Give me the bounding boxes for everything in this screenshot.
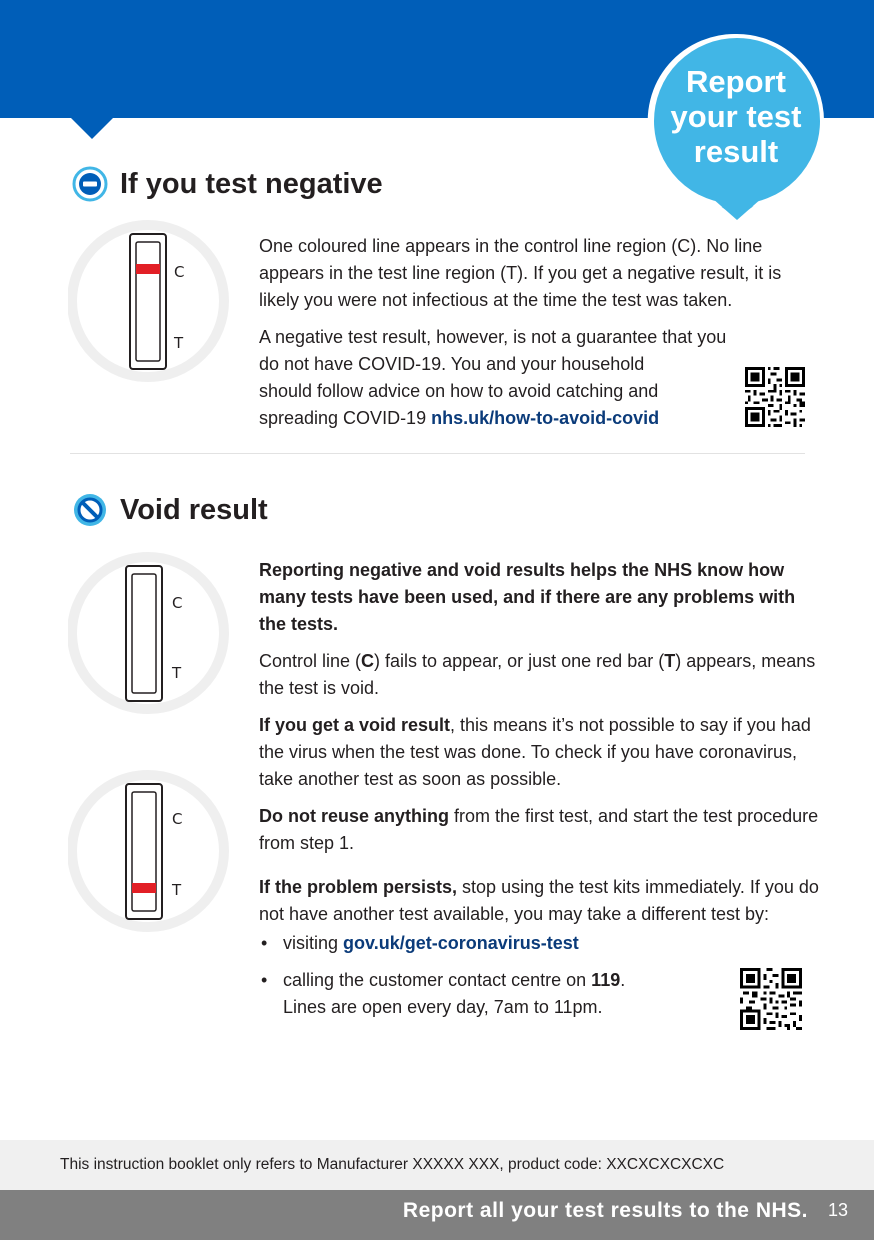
label-t: T (174, 334, 184, 352)
how-to-avoid-covid-link[interactable]: nhs.uk/how-to-avoid-covid (431, 408, 660, 428)
section-divider (70, 453, 805, 454)
void-body (259, 557, 819, 1031)
void-heading (72, 492, 268, 528)
negative-heading (72, 166, 383, 202)
negative-test-device (68, 218, 238, 388)
negative-body (259, 233, 819, 432)
void-title: Void result (120, 493, 268, 526)
page-number: 13 (827, 1200, 848, 1220)
minus-circle-icon (72, 166, 108, 202)
qr-code-void[interactable] (740, 968, 802, 1030)
badge-line-1: Report (686, 64, 786, 99)
void-options-list (259, 930, 819, 1021)
label-c: C (174, 263, 185, 281)
prohibited-icon (72, 492, 108, 528)
void-persist-para: If the problem persists, stop using the test kits immediately. If you do not have another test available, you may take a different test by: (259, 877, 819, 924)
label-c: C (172, 810, 183, 828)
control-line (136, 264, 160, 274)
label-t: T (172, 664, 182, 682)
void-intro: Reporting negative and void results helps the NHS know how many tests have been used, and if there are any problems with the tests. (259, 560, 796, 634)
list-item: • visiting gov.uk/get-coronavirus-test (259, 930, 819, 957)
badge-line-3: result (693, 134, 779, 169)
void-reuse-para: Do not reuse anything from the first test, and start the test procedure from step 1. (259, 806, 819, 853)
footer-tagline: Report all your test results to the NHS. (402, 1199, 808, 1222)
list-item: • calling the customer contact centre on 119. Lines are open every day, 7am to 11pm. (259, 967, 819, 1021)
void-test-device-2 (68, 768, 238, 938)
phone-number[interactable]: 119 (591, 970, 621, 990)
test-line (132, 883, 156, 893)
disclaimer-text: This instruction booklet only refers to Manufacturer XXXXX XXX, product code: XXCXCXCXCXC (60, 1156, 725, 1173)
negative-para-2: A negative test result, however, is not a guarantee that you do not have COVID-19. You and your household should follow advice on how to avoid catching and spreading COVID-19 nhs.uk/how-to-avoid-covid (259, 327, 727, 428)
negative-para-1: One coloured line appears in the control line region (C). No line appears in the test line region (T). If you get a negative result, it is likely you were not infectious at the time the test was taken. (259, 236, 782, 310)
report-badge-text (646, 64, 826, 169)
badge-line-2: your test (670, 99, 802, 134)
label-t: T (172, 881, 182, 899)
get-coronavirus-test-link[interactable]: gov.uk/get-coronavirus-test (343, 933, 579, 953)
negative-title: If you test negative (120, 167, 383, 200)
void-control-para: Control line (C) fails to appear, or just one red bar (T) appears, means the test is void. (259, 651, 816, 698)
header-notch (70, 117, 114, 139)
qr-code-negative[interactable] (745, 367, 805, 427)
void-result-para: If you get a void result, this means it’s not possible to say if you had the virus when the test was done. To check if you have coronavirus, take another test as soon as possible. (259, 715, 811, 789)
void-test-device-1 (68, 550, 238, 720)
label-c: C (172, 594, 183, 612)
